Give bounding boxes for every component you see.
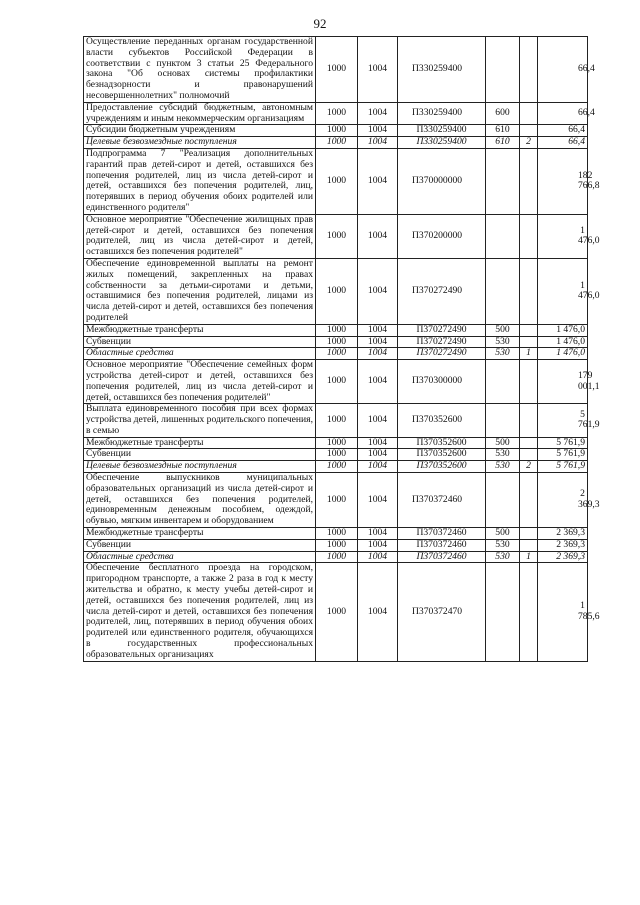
row-section: 1000 — [316, 528, 358, 540]
row-subsection: 1004 — [358, 148, 398, 214]
row-section: 1000 — [316, 137, 358, 149]
row-sum: 5 761,9 — [538, 437, 588, 449]
row-article: П330259400 — [398, 102, 486, 125]
row-sum: 182 766,8 — [538, 148, 588, 214]
row-source-code — [520, 148, 538, 214]
row-article: П330259400 — [398, 125, 486, 137]
row-source-code — [520, 37, 538, 103]
row-name: Межбюджетные трансферты — [84, 528, 316, 540]
row-article: П370372460 — [398, 528, 486, 540]
row-name: Целевые безвозмездные поступления — [84, 137, 316, 149]
row-section: 1000 — [316, 37, 358, 103]
row-expense-type: 500 — [486, 528, 520, 540]
row-name: Подпрограмма 7 "Реализация дополнительных гарантий прав детей-сирот и детей, оставшихся без попечения родителей, лиц из числа детей-сирот и детей, оставшихся без попечения родителей, лиц, потерявших в период обучения обоих родителей или единственного родителя" — [84, 148, 316, 214]
row-section: 1000 — [316, 102, 358, 125]
row-name: Субвенции — [84, 539, 316, 551]
row-source-code — [520, 449, 538, 461]
row-source-code — [520, 437, 538, 449]
row-section: 1000 — [316, 336, 358, 348]
row-name: Обеспечение единовременной выплаты на ремонт жилых помещений, закрепленных на правах собственности за детьми-сиротами и детьми, оставшимися без попечения родителей, лицами из числа детей-сирот и детей, оставшихся без попечения родителей — [84, 258, 316, 324]
table-row — [84, 348, 588, 360]
row-expense-type: 500 — [486, 324, 520, 336]
budget-table — [83, 36, 600, 662]
table-row — [84, 404, 588, 437]
row-expense-type — [486, 258, 520, 324]
row-name: Целевые безвозмездные поступления — [84, 461, 316, 473]
row-expense-type — [486, 37, 520, 103]
row-expense-type: 530 — [486, 449, 520, 461]
row-expense-type: 530 — [486, 348, 520, 360]
row-name: Субсидии бюджетным учреждениям — [84, 125, 316, 137]
table-row — [84, 449, 588, 461]
row-expense-type: 600 — [486, 102, 520, 125]
table-row — [84, 473, 588, 528]
row-name: Областные средства — [84, 551, 316, 563]
row-sum: 1 785,6 — [538, 563, 588, 661]
table-row — [84, 214, 588, 258]
row-sum: 66,4 — [538, 137, 588, 149]
row-article: П370372460 — [398, 473, 486, 528]
row-name: Основное мероприятие "Обеспечение семейных форм устройства детей-сирот и детей, оставшихся без попечения родителей, лиц из числа детей-сирот и детей, оставшихся без попечения родителей" — [84, 360, 316, 404]
row-sum: 2 369,3 — [538, 539, 588, 551]
table-row — [84, 37, 588, 103]
row-source-code: 1 — [520, 348, 538, 360]
row-source-code — [520, 324, 538, 336]
row-name: Субвенции — [84, 449, 316, 461]
row-name: Субвенции — [84, 336, 316, 348]
row-expense-type — [486, 148, 520, 214]
table-row — [84, 539, 588, 551]
row-source-code: 1 — [520, 551, 538, 563]
row-section: 1000 — [316, 360, 358, 404]
row-section: 1000 — [316, 214, 358, 258]
row-sum: 179 001,1 — [538, 360, 588, 404]
table-row — [84, 258, 588, 324]
row-expense-type — [486, 214, 520, 258]
row-sum: 5 761,9 — [538, 461, 588, 473]
row-sum: 66,4 — [538, 125, 588, 137]
row-section: 1000 — [316, 437, 358, 449]
row-expense-type — [486, 563, 520, 661]
table-row — [84, 336, 588, 348]
row-subsection: 1004 — [358, 360, 398, 404]
row-name: Выплата единовременного пособия при всех формах устройства детей, лишенных родительского попечения, в семью — [84, 404, 316, 437]
row-expense-type: 530 — [486, 539, 520, 551]
row-name: Обеспечение бесплатного проезда на городском, пригородном транспорте, а также 2 раза в год к месту жительства и обратно, к месту учебы детей-сирот и детей, оставшихся без попечения родителей, лиц из числа детей-сирот и детей, оставшихся без попечения родителей, лиц, потерявших в период обучения обоих родителей или единственного родителя, обучающихся в государственных профессиональных образовательных организациях — [84, 563, 316, 661]
row-sum: 66,4 — [538, 102, 588, 125]
row-expense-type — [486, 473, 520, 528]
page-number: 92 — [313, 16, 327, 31]
row-name: Межбюджетные трансферты — [84, 437, 316, 449]
row-expense-type: 500 — [486, 437, 520, 449]
row-sum: 1 476,0 — [538, 324, 588, 336]
row-subsection: 1004 — [358, 404, 398, 437]
row-section: 1000 — [316, 125, 358, 137]
row-name: Областные средства — [84, 348, 316, 360]
row-article: П370372460 — [398, 539, 486, 551]
row-article: П370272490 — [398, 348, 486, 360]
row-source-code — [520, 125, 538, 137]
row-name: Предоставление субсидий бюджетным, автономным учреждениям и иным некоммерческим организациям — [84, 102, 316, 125]
row-subsection: 1004 — [358, 324, 398, 336]
row-subsection: 1004 — [358, 37, 398, 103]
row-name: Осуществление переданных органам государственной власти субъектов Российской Федерации в соответствии с пунктом 3 статьи 25 Федерального закона "Об основах системы профилактики безнадзорности и правонарушений несовершеннолетних" полномочий — [84, 37, 316, 103]
row-article: П370272490 — [398, 324, 486, 336]
row-source-code — [520, 336, 538, 348]
row-section: 1000 — [316, 563, 358, 661]
row-section: 1000 — [316, 348, 358, 360]
row-source-code — [520, 258, 538, 324]
row-sum: 5 761,9 — [538, 404, 588, 437]
row-section: 1000 — [316, 449, 358, 461]
row-expense-type: 610 — [486, 137, 520, 149]
row-article: П370200000 — [398, 214, 486, 258]
row-subsection: 1004 — [358, 539, 398, 551]
row-article: П330259400 — [398, 137, 486, 149]
row-article: П370300000 — [398, 360, 486, 404]
row-source-code: 2 — [520, 137, 538, 149]
row-section: 1000 — [316, 258, 358, 324]
table-row — [84, 551, 588, 563]
row-article: П370352600 — [398, 437, 486, 449]
row-article: П370352600 — [398, 404, 486, 437]
row-subsection: 1004 — [358, 137, 398, 149]
row-source-code — [520, 214, 538, 258]
row-source-code — [520, 563, 538, 661]
row-article: П370372470 — [398, 563, 486, 661]
row-section: 1000 — [316, 404, 358, 437]
row-subsection: 1004 — [358, 449, 398, 461]
row-source-code — [520, 360, 538, 404]
row-article: П330259400 — [398, 37, 486, 103]
row-source-code: 2 — [520, 461, 538, 473]
row-sum: 66,4 — [538, 37, 588, 103]
row-expense-type — [486, 360, 520, 404]
row-sum: 2 369,3 — [538, 528, 588, 540]
row-sum: 1 476,0 — [538, 348, 588, 360]
row-article: П370352600 — [398, 461, 486, 473]
row-expense-type: 610 — [486, 125, 520, 137]
row-name: Обеспечение выпускников муниципальных образовательных организаций из числа детей-сирот и детей, оставшихся без попечения родителей, единовременным денежным пособием, одеждой, обувью, мягким инвентарем и оборудованием — [84, 473, 316, 528]
row-source-code — [520, 473, 538, 528]
row-subsection: 1004 — [358, 563, 398, 661]
row-article: П370000000 — [398, 148, 486, 214]
row-sum: 1 476,0 — [538, 258, 588, 324]
row-article: П370272490 — [398, 336, 486, 348]
row-expense-type: 530 — [486, 551, 520, 563]
row-section: 1000 — [316, 473, 358, 528]
row-source-code — [520, 528, 538, 540]
row-source-code — [520, 102, 538, 125]
table-row — [84, 461, 588, 473]
row-subsection: 1004 — [358, 528, 398, 540]
table-row — [84, 125, 588, 137]
row-section: 1000 — [316, 551, 358, 563]
row-source-code — [520, 539, 538, 551]
row-sum: 1 476,0 — [538, 214, 588, 258]
row-section: 1000 — [316, 539, 358, 551]
row-subsection: 1004 — [358, 551, 398, 563]
row-section: 1000 — [316, 461, 358, 473]
row-sum: 5 761,9 — [538, 449, 588, 461]
row-expense-type: 530 — [486, 461, 520, 473]
row-section: 1000 — [316, 324, 358, 336]
table-row — [84, 148, 588, 214]
row-expense-type — [486, 404, 520, 437]
row-subsection: 1004 — [358, 437, 398, 449]
table-row — [84, 528, 588, 540]
row-section: 1000 — [316, 148, 358, 214]
row-name: Межбюджетные трансферты — [84, 324, 316, 336]
row-sum: 2 369,3 — [538, 551, 588, 563]
row-subsection: 1004 — [358, 258, 398, 324]
row-source-code — [520, 404, 538, 437]
row-subsection: 1004 — [358, 461, 398, 473]
table-row — [84, 437, 588, 449]
table-row — [84, 563, 588, 661]
row-subsection: 1004 — [358, 473, 398, 528]
row-article: П370272490 — [398, 258, 486, 324]
row-subsection: 1004 — [358, 336, 398, 348]
row-sum: 1 476,0 — [538, 336, 588, 348]
row-article: П370372460 — [398, 551, 486, 563]
row-sum: 2 369,3 — [538, 473, 588, 528]
row-article: П370352600 — [398, 449, 486, 461]
row-subsection: 1004 — [358, 348, 398, 360]
row-subsection: 1004 — [358, 214, 398, 258]
table-row — [84, 360, 588, 404]
row-subsection: 1004 — [358, 125, 398, 137]
table-row — [84, 137, 588, 149]
row-expense-type: 530 — [486, 336, 520, 348]
row-name: Основное мероприятие "Обеспечение жилищных прав детей-сирот и детей, оставшихся без попечения родителей, лиц из числа детей-сирот и детей, оставшихся без попечения родителей" — [84, 214, 316, 258]
table-row — [84, 102, 588, 125]
table-row — [84, 324, 588, 336]
row-subsection: 1004 — [358, 102, 398, 125]
